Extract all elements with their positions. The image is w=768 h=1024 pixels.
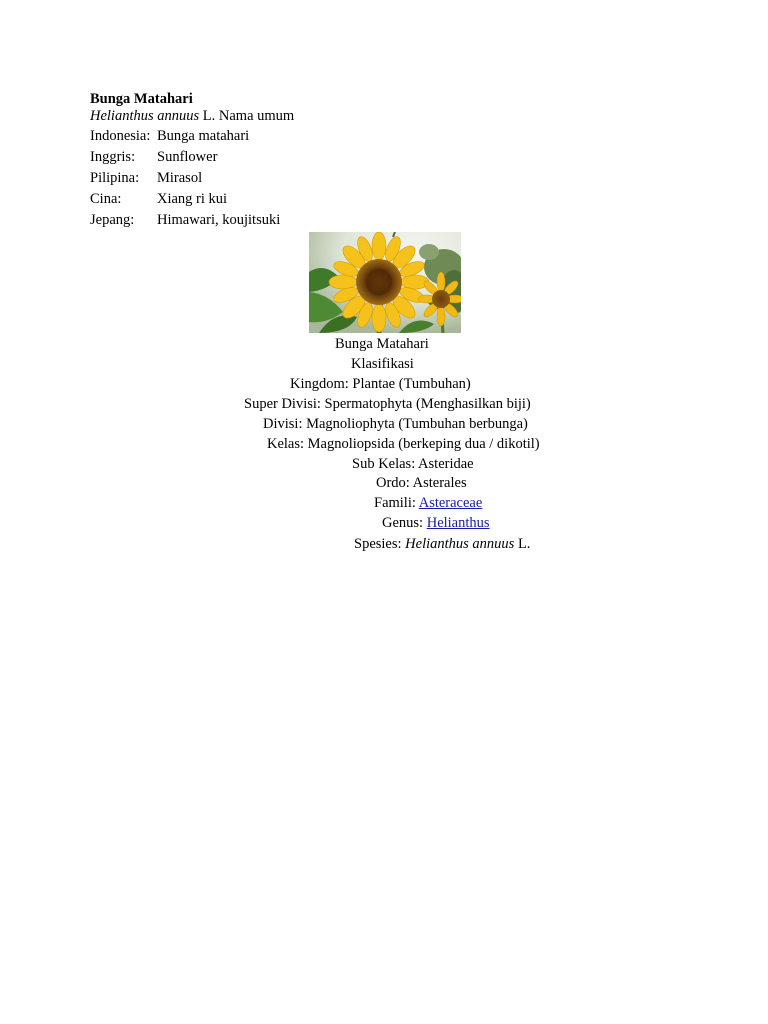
sub-kelas-line: Sub Kelas: Asteridae bbox=[352, 456, 474, 472]
divisi-line: Divisi: Magnoliophyta (Tumbuhan berbunga) bbox=[263, 416, 528, 432]
common-names-list bbox=[90, 126, 280, 231]
common-name-row-indonesia bbox=[90, 126, 280, 147]
common-name-row-jepang bbox=[90, 210, 280, 231]
common-name-row-inggris bbox=[90, 147, 280, 168]
genus-link[interactable]: Helianthus bbox=[426, 515, 490, 531]
kingdom-line: Kingdom: Plantae (Tumbuhan) bbox=[290, 376, 471, 392]
common-name-heading: L. Nama umum bbox=[199, 108, 295, 124]
image-caption: Bunga Matahari bbox=[335, 336, 429, 352]
common-name-row-pilipina bbox=[90, 168, 280, 189]
famili-link[interactable]: Asteraceae bbox=[418, 495, 483, 511]
common-name-value: Bunga matahari bbox=[157, 128, 250, 144]
scientific-name-line bbox=[90, 107, 294, 125]
common-name-row-cina bbox=[90, 189, 280, 210]
famili-label: Famili: bbox=[374, 495, 419, 511]
language-label: Jepang: bbox=[90, 212, 135, 228]
common-name-value: Himawari, koujitsuki bbox=[157, 212, 281, 228]
document-title: Bunga Matahari bbox=[90, 91, 193, 107]
super-divisi-line: Super Divisi: Spermatophyta (Menghasilkan biji) bbox=[244, 396, 531, 412]
language-label: Pilipina: bbox=[90, 170, 140, 186]
language-label: Cina: bbox=[90, 191, 122, 207]
kelas-line: Kelas: Magnoliopsida (berkeping dua / dikotil) bbox=[267, 436, 540, 452]
language-label: Indonesia: bbox=[90, 128, 151, 144]
spesies-line bbox=[354, 535, 530, 553]
spesies-name: Helianthus annuus bbox=[405, 536, 515, 552]
genus-label: Genus: bbox=[382, 515, 427, 531]
famili-line bbox=[374, 494, 482, 512]
scientific-name: Helianthus annuus bbox=[90, 108, 200, 124]
sunflower-photo bbox=[309, 232, 461, 333]
common-name-value: Sunflower bbox=[157, 149, 218, 165]
common-name-value: Xiang ri kui bbox=[157, 191, 228, 207]
ordo-line: Ordo: Asterales bbox=[376, 475, 467, 491]
common-name-value: Mirasol bbox=[157, 170, 203, 186]
genus-line bbox=[382, 514, 490, 532]
classification-heading: Klasifikasi bbox=[351, 356, 414, 372]
spesies-label: Spesies: bbox=[354, 536, 406, 552]
language-label: Inggris: bbox=[90, 149, 136, 165]
spesies-suffix: L. bbox=[514, 536, 531, 552]
